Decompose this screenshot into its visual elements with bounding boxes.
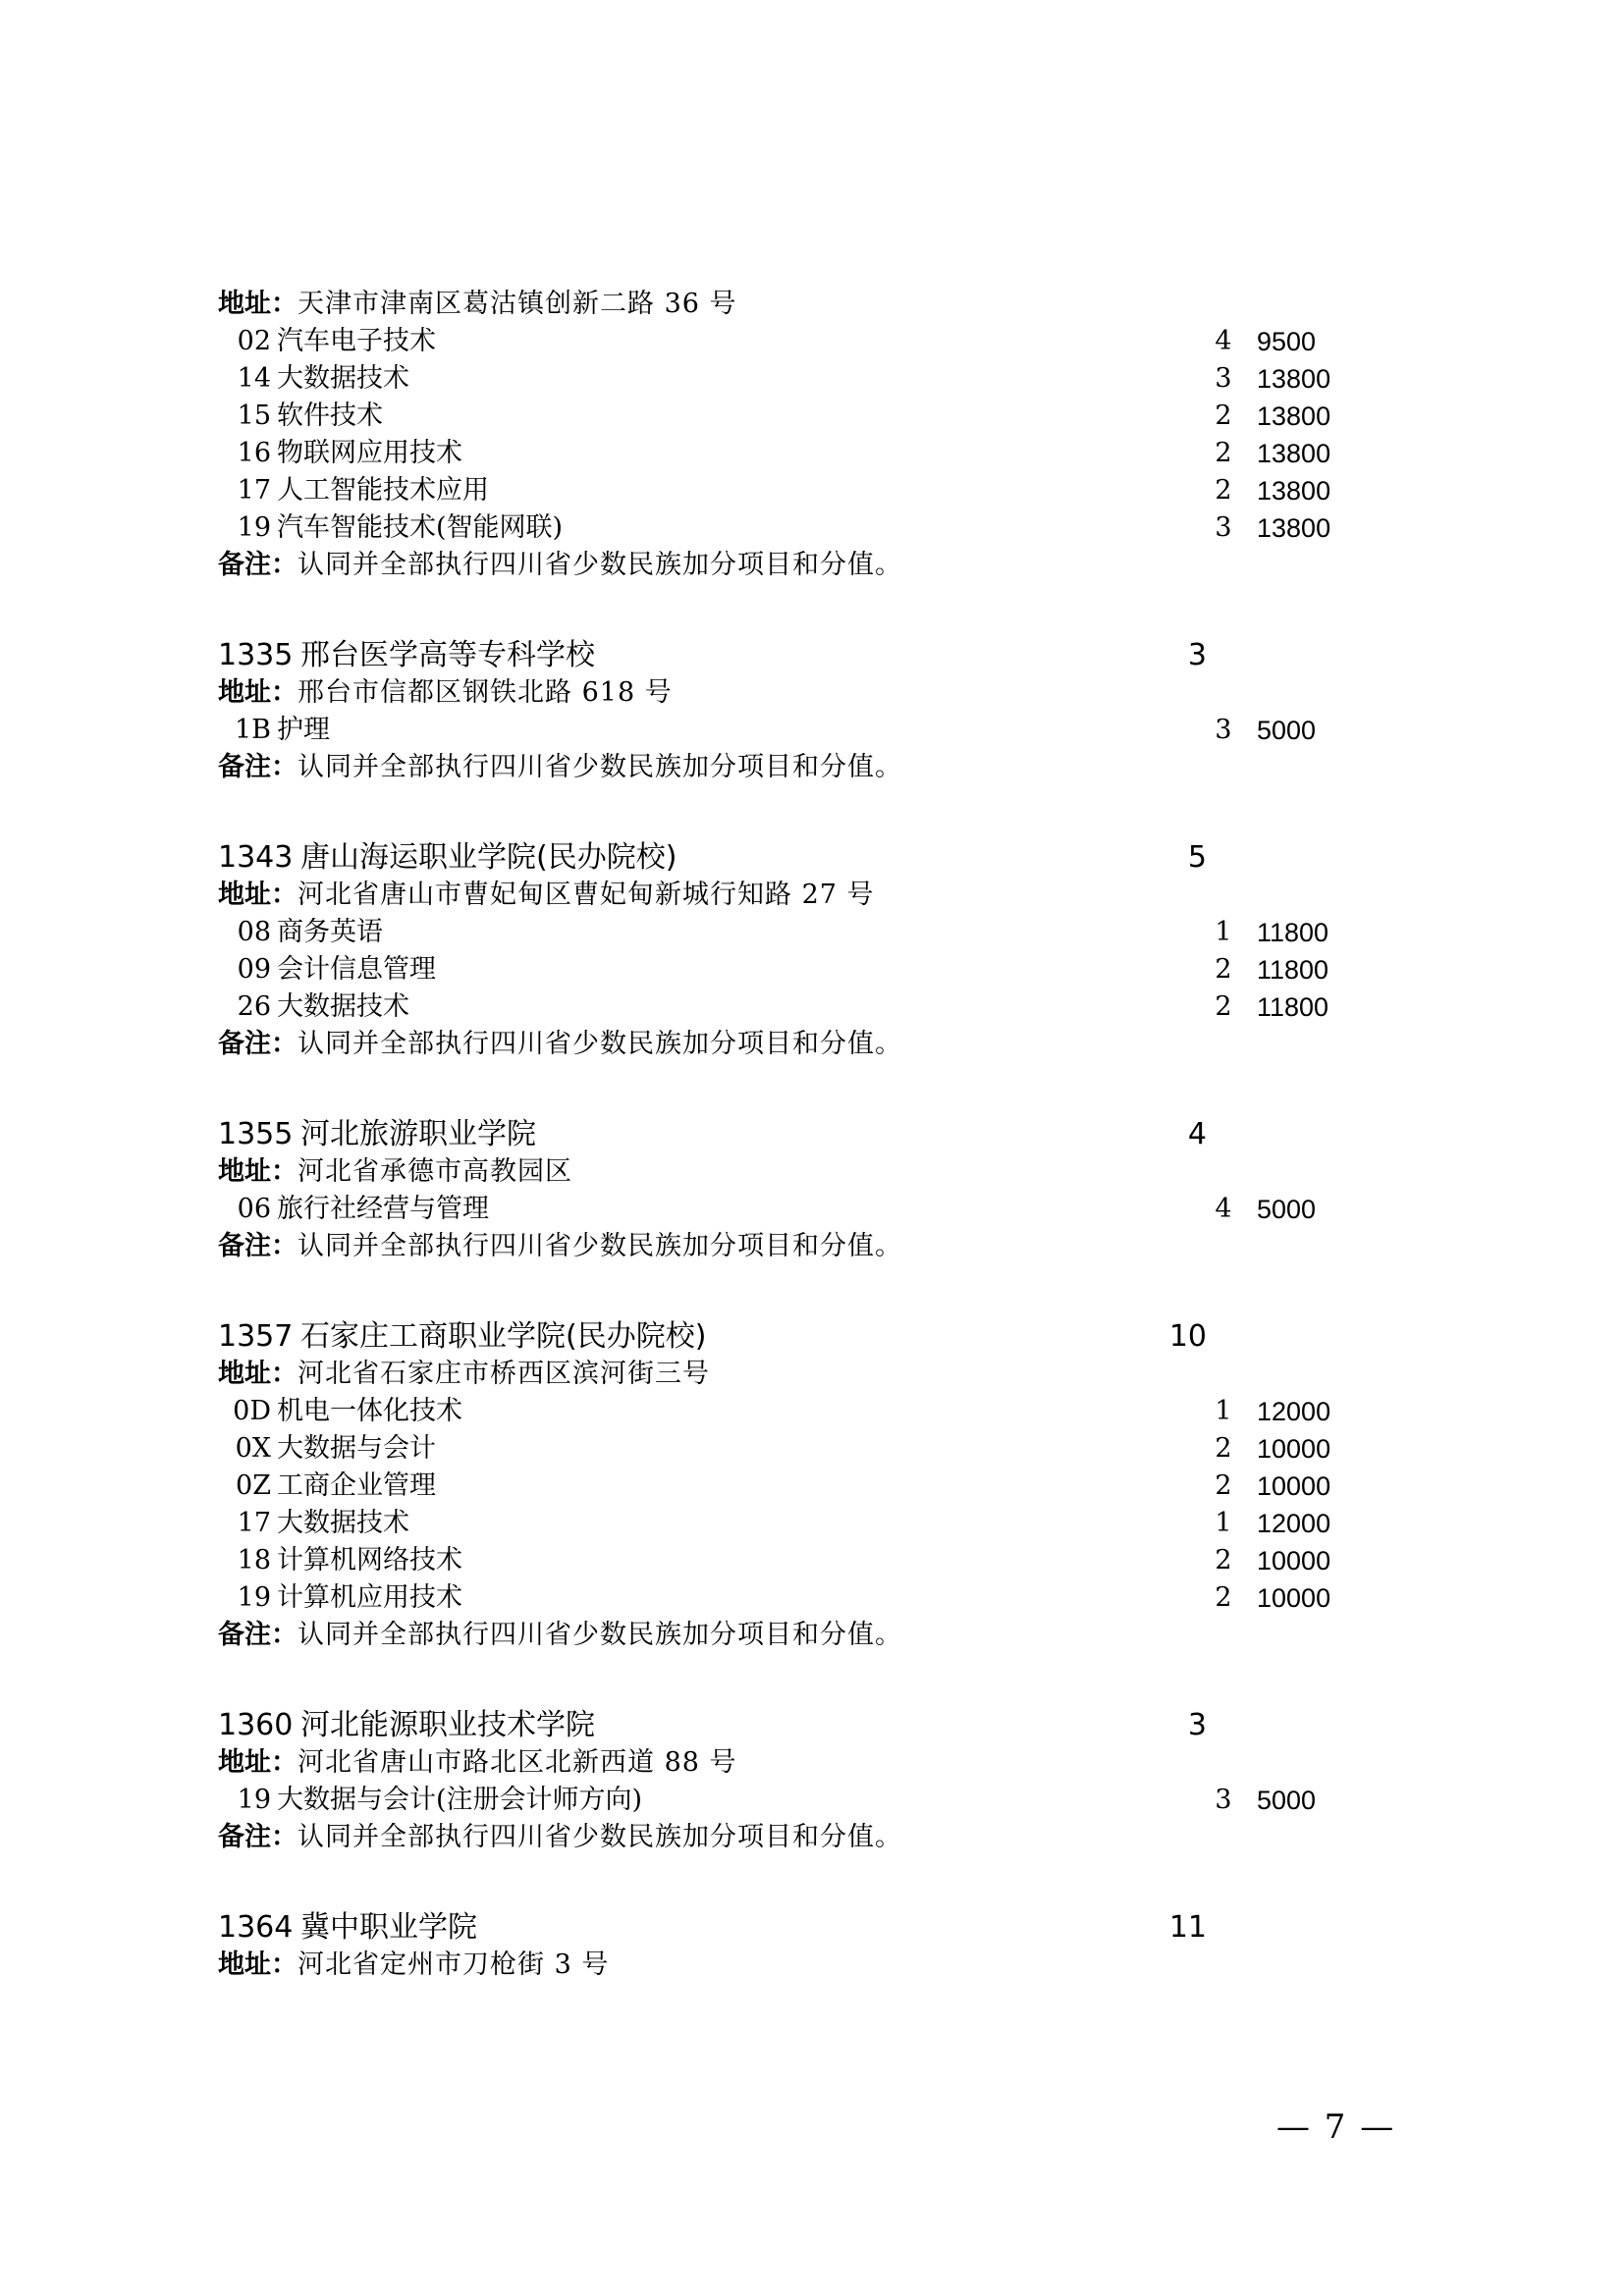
page-number: — 7 — [1276, 2108, 1396, 2147]
address-text: 河北省唐山市路北区北新西道 88 号 [298, 1747, 737, 1778]
major-code: 18 [237, 1545, 271, 1575]
major-name: 汽车电子技术 [277, 326, 436, 356]
school-plan-total: 3 [1187, 1708, 1207, 1742]
school-header [218, 1909, 1396, 1947]
major-name: 汽车智能技术(智能网联) [277, 512, 564, 543]
major-row [218, 1468, 1396, 1505]
address-line [218, 1744, 1396, 1782]
major-plan-count: 2 [1215, 1433, 1232, 1464]
major-plan-count: 1 [1215, 1508, 1232, 1538]
major-name: 商务英语 [277, 917, 383, 947]
major-name: 软件技术 [277, 400, 383, 431]
major-tuition-fee: 10000 [1257, 1583, 1331, 1613]
major-code: 17 [237, 1508, 271, 1538]
note-text: 认同并全部执行四川省少数民族加分项目和分值。 [298, 1231, 902, 1261]
address-text: 河北省承德市高教园区 [298, 1156, 572, 1187]
school-code: 1357 [218, 1319, 294, 1354]
note-text: 认同并全部执行四川省少数民族加分项目和分值。 [298, 550, 902, 580]
note-line [218, 1819, 1396, 1856]
school-header [218, 1318, 1396, 1356]
major-row [218, 360, 1396, 398]
school-header [218, 1116, 1396, 1153]
major-tuition-fee: 11800 [1257, 992, 1329, 1022]
school-code: 1360 [218, 1708, 294, 1742]
major-tuition-fee: 13800 [1257, 439, 1331, 468]
school-plan-total: 5 [1187, 840, 1207, 875]
note-text: 认同并全部执行四川省少数民族加分项目和分值。 [298, 1029, 902, 1059]
major-name: 大数据与会计(注册会计师方向) [277, 1785, 643, 1815]
major-tuition-fee: 13800 [1257, 476, 1331, 506]
school-code: 1335 [218, 638, 294, 672]
major-plan-count: 2 [1215, 1545, 1232, 1575]
major-tuition-fee: 12000 [1257, 1397, 1331, 1426]
major-plan-count: 3 [1215, 1785, 1232, 1815]
major-plan-count: 2 [1215, 991, 1232, 1022]
major-row [218, 1782, 1396, 1819]
note-line [218, 1228, 1396, 1265]
major-tuition-fee: 5000 [1257, 1195, 1317, 1224]
major-plan-count: 2 [1215, 1582, 1232, 1613]
major-row [218, 323, 1396, 360]
school-name: 邢台医学高等专科学校 [300, 638, 595, 672]
major-code: 19 [237, 512, 271, 543]
major-name: 工商企业管理 [277, 1470, 436, 1501]
major-code: 17 [237, 475, 271, 506]
note-text: 认同并全部执行四川省少数民族加分项目和分值。 [298, 1620, 902, 1650]
note-label: 备注： [218, 1620, 298, 1650]
major-code: 15 [237, 400, 271, 431]
major-row [218, 1191, 1396, 1228]
note-label: 备注： [218, 1231, 298, 1261]
note-line [218, 1026, 1396, 1063]
major-row [218, 1505, 1396, 1542]
major-plan-count: 4 [1215, 1194, 1232, 1224]
address-label: 地址： [218, 880, 298, 910]
major-plan-count: 2 [1215, 438, 1232, 468]
major-tuition-fee: 5000 [1257, 716, 1317, 745]
major-tuition-fee: 13800 [1257, 364, 1331, 394]
major-tuition-fee: 10000 [1257, 1546, 1331, 1575]
note-label: 备注： [218, 1029, 298, 1059]
address-text: 河北省定州市刀枪街 3 号 [298, 1949, 610, 1980]
major-name: 大数据技术 [277, 991, 409, 1022]
major-row [218, 1542, 1396, 1579]
school-code: 1355 [218, 1117, 294, 1151]
major-row [218, 1393, 1396, 1430]
major-row [218, 398, 1396, 435]
major-plan-count: 3 [1215, 363, 1232, 394]
major-tuition-fee: 13800 [1257, 513, 1331, 543]
school-header [218, 839, 1396, 877]
note-line [218, 749, 1396, 786]
address-line [218, 1947, 1396, 1984]
major-plan-count: 2 [1215, 475, 1232, 506]
major-name: 人工智能技术应用 [277, 475, 489, 506]
address-line [218, 674, 1396, 712]
major-code: 1B [234, 715, 271, 745]
major-tuition-fee: 13800 [1257, 401, 1331, 431]
major-tuition-fee: 9500 [1257, 327, 1317, 356]
address-label: 地址： [218, 1747, 298, 1778]
major-name: 护理 [277, 715, 330, 745]
major-tuition-fee: 11800 [1257, 955, 1329, 985]
address-text: 天津市津南区葛沽镇创新二路 36 号 [298, 289, 737, 319]
note-line [218, 547, 1396, 584]
major-name: 计算机网络技术 [277, 1545, 462, 1575]
school-plan-total: 10 [1168, 1319, 1207, 1354]
major-plan-count: 2 [1215, 954, 1232, 985]
school-name: 河北旅游职业学院 [300, 1117, 536, 1151]
address-label: 地址： [218, 1156, 298, 1187]
school-plan-total: 3 [1187, 638, 1207, 672]
school-plan-total: 4 [1187, 1117, 1207, 1151]
major-row [218, 435, 1396, 472]
address-text: 河北省石家庄市桥西区滨河街三号 [298, 1359, 710, 1389]
address-line [218, 1153, 1396, 1191]
major-code: 19 [237, 1582, 271, 1613]
major-plan-count: 2 [1215, 400, 1232, 431]
major-row [218, 951, 1396, 988]
major-code: 06 [237, 1194, 271, 1224]
note-line [218, 1617, 1396, 1654]
address-label: 地址： [218, 1949, 298, 1980]
major-code: 0X [235, 1433, 271, 1464]
school-plan-total: 11 [1168, 1910, 1207, 1945]
address-line [218, 1356, 1396, 1393]
school-name: 冀中职业学院 [300, 1910, 477, 1945]
major-row [218, 988, 1396, 1026]
major-row [218, 1579, 1396, 1617]
major-code: 16 [237, 438, 271, 468]
major-plan-count: 1 [1215, 1396, 1232, 1426]
address-line [218, 286, 1396, 323]
major-tuition-fee: 10000 [1257, 1471, 1331, 1501]
major-code: 26 [237, 991, 271, 1022]
note-text: 认同并全部执行四川省少数民族加分项目和分值。 [298, 1822, 902, 1852]
major-name: 旅行社经营与管理 [277, 1194, 489, 1224]
major-code: 09 [237, 954, 271, 985]
major-plan-count: 3 [1215, 715, 1232, 745]
major-row [218, 472, 1396, 509]
major-row [218, 914, 1396, 951]
note-label: 备注： [218, 1822, 298, 1852]
major-tuition-fee: 5000 [1257, 1786, 1317, 1815]
school-name: 石家庄工商职业学院(民办院校) [300, 1319, 707, 1354]
major-row [218, 712, 1396, 749]
major-plan-count: 1 [1215, 917, 1232, 947]
major-code: 19 [237, 1785, 271, 1815]
major-name: 机电一体化技术 [277, 1396, 462, 1426]
school-code: 1343 [218, 840, 294, 875]
major-tuition-fee: 12000 [1257, 1509, 1331, 1538]
address-text: 河北省唐山市曹妃甸区曹妃甸新城行知路 27 号 [298, 880, 875, 910]
school-name: 河北能源职业技术学院 [300, 1708, 595, 1742]
major-name: 会计信息管理 [277, 954, 436, 985]
address-label: 地址： [218, 1359, 298, 1389]
major-tuition-fee: 10000 [1257, 1434, 1331, 1464]
school-name: 唐山海运职业学院(民办院校) [300, 840, 677, 875]
address-label: 地址： [218, 289, 298, 319]
note-label: 备注： [218, 550, 298, 580]
major-name: 物联网应用技术 [277, 438, 462, 468]
major-code: 0Z [236, 1470, 271, 1501]
major-tuition-fee: 11800 [1257, 918, 1329, 947]
major-name: 计算机应用技术 [277, 1582, 462, 1613]
address-label: 地址： [218, 677, 298, 708]
school-code: 1364 [218, 1910, 294, 1945]
address-line [218, 877, 1396, 914]
major-plan-count: 3 [1215, 512, 1232, 543]
note-label: 备注： [218, 752, 298, 782]
major-code: 08 [237, 917, 271, 947]
major-code: 14 [237, 363, 271, 394]
major-code: 0D [233, 1396, 271, 1426]
major-plan-count: 4 [1215, 326, 1232, 356]
school-header [218, 637, 1396, 674]
major-row [218, 1430, 1396, 1468]
school-header [218, 1707, 1396, 1744]
major-name: 大数据技术 [277, 1508, 409, 1538]
major-name: 大数据与会计 [277, 1433, 436, 1464]
note-text: 认同并全部执行四川省少数民族加分项目和分值。 [298, 752, 902, 782]
major-plan-count: 2 [1215, 1470, 1232, 1501]
address-text: 邢台市信都区钢铁北路 618 号 [298, 677, 673, 708]
major-row [218, 509, 1396, 547]
major-name: 大数据技术 [277, 363, 409, 394]
major-code: 02 [237, 326, 271, 356]
